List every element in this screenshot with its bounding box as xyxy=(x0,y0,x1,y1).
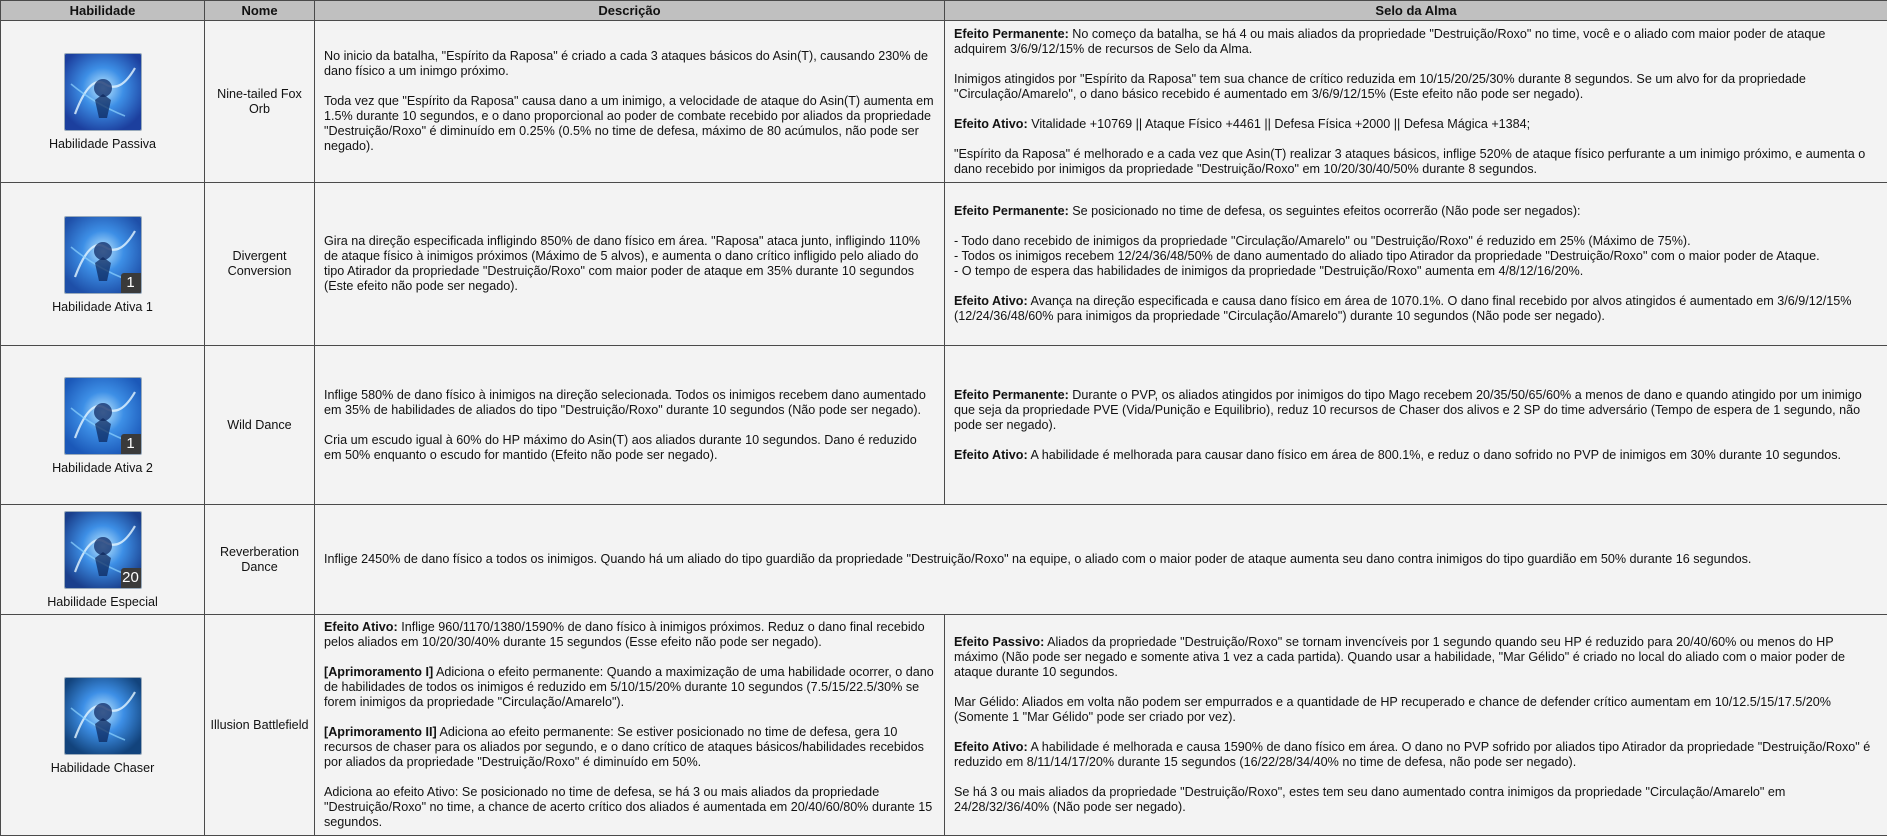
table-row xyxy=(1,21,1887,183)
description-cell: Inflige 2450% de dano físico a todos os inimigos. Quando há um aliado do tipo guardião da propriedade "Destruição/Roxo" na equipe, o aliado com o maior poder de ataque aumenta seu dano contra inimigos do tipo guardião em 50% durante 16 segundos. xyxy=(315,505,1887,615)
paragraph: Efeito Passivo: Aliados da propriedade "Destruição/Roxo" se tornam invencíveis por 1 segundo quando seu HP é reduzido para 20/40/60% ou menos do HP máximo (Não pode ser negado e somente ativa 1 vez a cada partida). Quando usar a habilidade, "Mar Gélido" é criado no local do aliado com o maior poder de ataque durante 10 segundos. xyxy=(954,635,1878,680)
skill-name: Illusion Battlefield xyxy=(205,615,315,836)
skill-label: Habilidade Ativa 1 xyxy=(3,300,202,315)
paragraph: Gira na direção especificada infligindo 850% de dano físico em área. "Raposa" ataca junto, infligindo 110% de ataque físico à inimigos próximos (Máximo de 5 alvos), e aumenta o dano crítico infligido pelo aliado do tipo Atirador da propriedade "Destruição/Roxo" com maior poder de ataque em 35% durante 10 segundos (Este efeito não pode ser negado). xyxy=(324,234,935,294)
paragraph: Mar Gélido: Aliados em volta não podem ser empurrados e a quantidade de HP recuperado e chance de defender crítico aumentam em 10/12.5/15/17.5/20% (Somente 1 "Mar Gélido" pode ser criado por vez). xyxy=(954,695,1878,725)
paragraph: Se há 3 ou mais aliados da propriedade "Destruição/Roxo", estes tem seu dano aumentado contra inimigos da propriedade "Circulação/Amarelo" em 24/28/32/36/40% (Não pode ser negado). xyxy=(954,785,1878,815)
paragraph: Efeito Ativo: Avança na direção especificada e causa dano físico em área de 1070.1%. O dano final recebido por alvos atingidos é aumentado em 3/6/9/12/15% (12/24/36/48/60% para inimigos da propriedade "Circulação/Amarelo") durante 10 segundos (Não pode ser negado). xyxy=(954,294,1878,324)
header-row xyxy=(1,1,1887,21)
skill-label: Habilidade Chaser xyxy=(3,761,202,776)
paragraph: Efeito Permanente: Se posicionado no time de defesa, os seguintes efeitos ocorrerão (Não pode ser negados): xyxy=(954,204,1878,219)
paragraph: [Aprimoramento II] Adiciona ao efeito permanente: Se estiver posicionado no time de defesa, gera 10 recursos de chaser para os aliados por segundo, e o dano crítico de ataques básicos/habilidades recebidos por aliados da propriedade "Destruição/Roxo" é diminuído em 50%. xyxy=(324,725,935,770)
header-skill: Habilidade xyxy=(1,1,205,21)
table-row xyxy=(1,183,1887,346)
fox-spirit-icon xyxy=(64,53,142,131)
soul-seal-cell xyxy=(945,615,1887,836)
table-row xyxy=(1,615,1887,836)
description-cell xyxy=(315,615,945,836)
paragraph: Inimigos atingidos por "Espírito da Raposa" tem sua chance de crítico reduzida em 10/15/20/25/30% durante 8 segundos. Se um alvo for da propriedade "Circulação/Amarelo", o dano básico recebido é aumentado em 3/6/9/12/15% (Este efeito não pode ser negado). xyxy=(954,72,1878,102)
description-cell xyxy=(315,21,945,183)
paragraph: - Todo dano recebido de inimigos da propriedade "Circulação/Amarelo" ou "Destruição/Roxo" é reduzido em 25% (Máximo de 75%). - Todos os inimigos recebem 12/24/36/48/50% de dano aumentado do aliado tipo Atirador da propriedade "Destruição/Roxo" com o maior poder de Ataque. - O tempo de espera das habilidades de inimigos da propriedade "Destruição/Roxo" aumenta em 4/8/12/16/20%. xyxy=(954,234,1878,279)
soul-seal-cell xyxy=(945,21,1887,183)
header-name: Nome xyxy=(205,1,315,21)
paragraph: Efeito Ativo: Inflige 960/1170/1380/1590% de dano físico à inimigos próximos. Reduz o dano final recebido pelos aliados em 10/20/30/40% durante 15 segundos (Esse efeito não pode ser negado). xyxy=(324,620,935,650)
paragraph: Efeito Permanente: Durante o PVP, os aliados atingidos por inimigos do tipo Mago recebem 20/35/50/65/60% a menos de dano e quando atingido por um inimigo que seja da propriedade PVE (Vida/Punição e Equilibrio), reduz 10 recursos de Chaser dos alivos e 2 SP do time adversário (Tempo de espera de 1 segundo, não pode ser negado). xyxy=(954,388,1878,433)
soul-seal-cell xyxy=(945,183,1887,346)
level-badge: 1 xyxy=(121,434,141,454)
skill-label: Habilidade Ativa 2 xyxy=(3,461,202,476)
paragraph: Cria um escudo igual à 60% do HP máximo do Asin(T) aos aliados durante 10 segundos. Dano é reduzido em 50% enquanto o escudo for mantido (Efeito não pode ser negado). xyxy=(324,433,935,463)
skill-cell xyxy=(1,505,205,615)
paragraph: "Espírito da Raposa" é melhorado e a cada vez que Asin(T) realizar 3 ataques básicos, inflige 520% de ataque físico perfurante a um inimigo próximo, e aumenta o dano recebido por inimigos da propriedade "Destruição/Roxo" em 10/20/30/40/50% durante 8 segundos. xyxy=(954,147,1878,177)
fox-dash-icon xyxy=(64,216,142,294)
effect-label: Efeito Ativo: xyxy=(954,117,1028,131)
skill-cell xyxy=(1,346,205,505)
skill-name: Nine-tailed Fox Orb xyxy=(205,21,315,183)
header-description: Descrição xyxy=(315,1,945,21)
paragraph: [Aprimoramento I] Adiciona o efeito permanente: Quando a maximização de uma habilidade ocorrer, o dano de habilidades de todos os inimigos é reduzido em 5/10/15/20% durante 10 segundos (7.5/15/22.5/30% se forem inimigos da propriedade "Circulação/Amarelo"). xyxy=(324,665,935,710)
level-badge: 20 xyxy=(121,568,141,588)
paragraph: Efeito Ativo: A habilidade é melhorada para causar dano físico em área de 800.1%, e reduz o dano sofrido no PVP de inimigos em 30% durante 10 segundos. xyxy=(954,448,1878,463)
table-row xyxy=(1,505,1887,615)
effect-label: Efeito Ativo: xyxy=(954,448,1028,462)
table-row xyxy=(1,346,1887,505)
paragraph: Inflige 580% de dano físico à inimigos na direção selecionada. Todos os inimigos recebem dano aumentado em 35% de habilidades de aliados do tipo "Destruição/Roxo" durante 10 segundos (Não pode ser negado). xyxy=(324,388,935,418)
skill-name: Divergent Conversion xyxy=(205,183,315,346)
description-cell xyxy=(315,346,945,505)
effect-label: Efeito Permanente: xyxy=(954,204,1069,218)
paragraph: Efeito Ativo: Vitalidade +10769 || Ataque Físico +4461 || Defesa Física +2000 || Defesa Mágica +1384; xyxy=(954,117,1878,132)
dance-swirl-icon xyxy=(64,377,142,455)
paragraph: Toda vez que "Espírito da Raposa" causa dano a um inimigo, a velocidade de ataque do Asin(T) aumenta em 1.5% durante 10 segundos, e o dano proporcional ao poder de combate recebido por aliados da propriedade "Destruição/Roxo" é diminuído em 0.25% (0.5% no time de defesa, máximo de 80 acúmulos, não pode ser negado). xyxy=(324,94,935,154)
description-cell xyxy=(315,183,945,346)
paragraph: Adiciona ao efeito Ativo: Se posicionado no time de defesa, se há 3 ou mais aliados da propriedade "Destruição/Roxo" no time, a chance de acerto crítico dos aliados é aumentada em 20/40/60/80% durante 15 segundos. xyxy=(324,785,935,830)
soul-seal-cell xyxy=(945,346,1887,505)
effect-label: Efeito Passivo: xyxy=(954,635,1044,649)
effect-label: [Aprimoramento II] xyxy=(324,725,437,739)
effect-label: Efeito Permanente: xyxy=(954,388,1069,402)
paragraph: No inicio da batalha, "Espírito da Raposa" é criado a cada 3 ataques básicos do Asin(T), causando 230% de dano físico a um inimgo próximo. xyxy=(324,49,935,79)
skill-label: Habilidade Passiva xyxy=(3,137,202,152)
battlefield-icon xyxy=(64,677,142,755)
paragraph: Efeito Permanente: No começo da batalha, se há 4 ou mais aliados da propriedade "Destruição/Roxo" no time, você e o aliado com maior poder de ataque adquirem 3/6/9/12/15% de recursos de Selo da Alma. xyxy=(954,27,1878,57)
reverberation-icon xyxy=(64,511,142,589)
effect-label: Efeito Ativo: xyxy=(954,294,1028,308)
skill-label: Habilidade Especial xyxy=(3,595,202,610)
effect-label: Efeito Ativo: xyxy=(954,740,1028,754)
skill-cell xyxy=(1,615,205,836)
effect-label: Efeito Ativo: xyxy=(324,620,398,634)
header-soul-seal: Selo da Alma xyxy=(945,1,1887,21)
effect-label: [Aprimoramento I] xyxy=(324,665,433,679)
skill-name: Wild Dance xyxy=(205,346,315,505)
paragraph: Efeito Ativo: A habilidade é melhorada e causa 1590% de dano físico em área. O dano no PVP sofrido por aliados tipo Atirador da propriedade "Destruição/Roxo" é reduzido em 8/11/14/17/20% durante 15 segundos (16/22/28/34/40% no time de defesa, não pode ser negado). xyxy=(954,740,1878,770)
skill-cell xyxy=(1,183,205,346)
effect-label: Efeito Permanente: xyxy=(954,27,1069,41)
level-badge: 1 xyxy=(121,273,141,293)
skill-cell xyxy=(1,21,205,183)
skill-name: Reverberation Dance xyxy=(205,505,315,615)
